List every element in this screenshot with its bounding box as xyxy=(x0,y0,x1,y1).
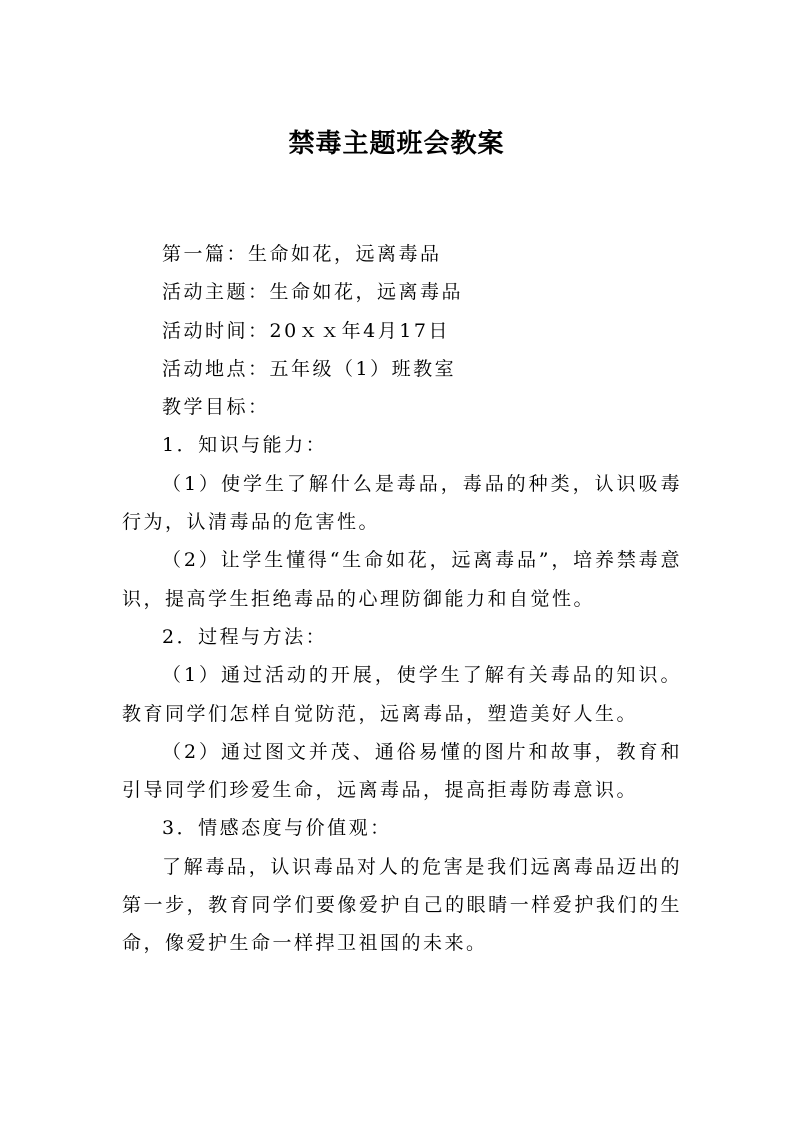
activity-location: 活动地点：五年级（1）班教室 xyxy=(162,357,457,380)
activity-theme: 活动主题：生命如花，远离毒品 xyxy=(162,281,464,304)
goal-process-item-2: （2）通过图文并茂、通俗易懂的图片和故事，教育和引导同学们珍爱生命，远离毒品，提高拒毒防毒意识。 xyxy=(122,740,682,802)
goal-knowledge-item-2: （2）让学生懂得“生命如花，远离毒品”，培养禁毒意识，提高学生拒绝毒品的心理防御能力和自觉性。 xyxy=(122,549,682,610)
section-heading: 第一篇：生命如花，远离毒品 xyxy=(162,243,442,265)
goal-process-heading: 2．过程与方法： xyxy=(162,625,328,648)
teaching-goals-heading: 教学目标： xyxy=(162,396,270,419)
goal-knowledge-heading: 1．知识与能力： xyxy=(162,434,328,457)
goal-process-item-1: （1）通过活动的开展，使学生了解有关毒品的知识。教育同学们怎样自觉防范，远离毒品，塑造美好人生。 xyxy=(122,664,682,725)
goal-values-heading: 3．情感态度与价值观： xyxy=(162,817,392,840)
goal-values-text: 了解毒品，认识毒品对人的危害是我们远离毒品迈出的第一步，教育同学们要像爱护自己的眼睛一样爱护我们的生命，像爱护生命一样捍卫祖国的未来。 xyxy=(122,855,682,955)
document-body xyxy=(122,235,682,963)
document-title: 禁毒主题班会教案 xyxy=(288,129,505,159)
goal-knowledge-item-1: （1）使学生了解什么是毒品，毒品的种类，认识吸毒行为，认清毒品的危害性。 xyxy=(122,472,682,534)
activity-time: 活动时间：20ｘｘ年4月17日 xyxy=(162,319,450,342)
